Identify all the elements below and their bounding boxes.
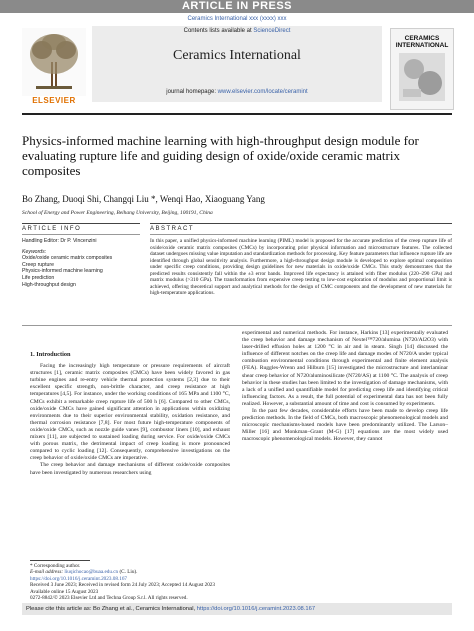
copyright-line: 0272-8842/© 2023 Elsevier Ltd and Techna Group S.r.l. All rights reserved. <box>30 595 188 602</box>
handling-editor: Handling Editor: Dr P. Vincenzini <box>22 238 97 244</box>
journal-homepage-link[interactable]: www.elsevier.com/locate/ceramint <box>217 89 308 95</box>
elsevier-wordmark: ELSEVIER <box>32 96 76 105</box>
email-suffix: (C. Liu). <box>118 569 138 576</box>
abstract-subrule <box>150 234 452 235</box>
intro-paragraph: experimental and numerical methods. For instance, Harkins [13] experimentally evaluated the creep behavior and damage mechanism of Nextel™720/alumina (N720/Al2O3) with laser-drilled effusion holes at 1200 °C in air and in steam. Singh [14] discussed the influence of different notches on the creep life and damage modes of N720/A under typical combustion environmental conditions through experimental and finite element analysis (FEA). Ruggles-Wrenn and Hilburn [15] investigated the microstructure and interlaminar shear creep behavior of N720/aluminosilicate (N720/AS) at 1100 °C. The analysis of creep behavior in these studies has been limited to the investigation of damage mechanisms, with a lack of a unified and quantifiable model for predicting creep life and identifying critical influencing factors. As a result, the full potential of experimental data has not been fully realized. However, a substantial amount of time and cost is consumed by experiments. <box>242 330 448 407</box>
keyword-item: Physics-informed machine learning <box>22 268 103 275</box>
received-dates: Received 3 June 2023; Received in revised form 24 July 2023; Accepted 14 August 2023 <box>30 582 215 589</box>
journal-masthead <box>92 26 382 102</box>
sciencedirect-link[interactable]: ScienceDirect <box>253 28 291 34</box>
citation-doi-link[interactable]: https://doi.org/10.1016/j.ceramint.2023.08.167 <box>196 606 316 612</box>
journal-homepage-line <box>92 89 382 95</box>
article-in-press-banner: ARTICLE IN PRESS <box>0 0 474 13</box>
journal-cover-thumbnail[interactable] <box>390 28 454 110</box>
citation-bar <box>22 603 452 615</box>
journal-reference-link[interactable]: Ceramics International xxx (xxxx) xxx <box>187 16 287 22</box>
cover-art-image <box>399 53 445 101</box>
footnote-block <box>30 563 235 601</box>
corresponding-author-note: * Corresponding author. <box>30 563 81 569</box>
article-info-rule <box>22 223 140 224</box>
footnote-rule <box>30 560 90 561</box>
intro-paragraph: The creep behavior and damage mechanisms of different oxide/oxide composites have been investigated by numerous researchers using <box>30 462 230 476</box>
elsevier-tree-logo <box>22 28 86 102</box>
body-column-left <box>30 351 230 477</box>
journal-title[interactable]: Ceramics International <box>173 48 301 63</box>
intro-paragraph: In the past few decades, considerable efforts have been made to develop creep life prediction methods. In the field of CMCs, both macroscopic phenomenological models and microscopic mechanisms-based models have been predominantly utilized. The Larson–Miller [16] and Monkman–Grant (M-G) [17] equations are the most widely used macroscopic phenomenological models. However, they cannot <box>242 408 448 443</box>
author-email-link[interactable]: liuqichocao@buaa.edu.cn <box>64 569 119 576</box>
body-column-right <box>242 330 448 444</box>
keyword-item: Life prediction <box>22 274 55 281</box>
article-info-subrule <box>22 234 140 235</box>
abstract-text: In this paper, a unified physics-informed machine learning (PIML) model is proposed for the accurate prediction of the creep rupture life of oxide/oxide ceramic matrix composites (CMCs) by incorporating prior physical information and microstructure features. The collected dataset undergoes missing value imputation and standardization methods for processing. Key feature parameters that influence rupture life are identified through global sensitivity analysis. Furthermore, a high-throughput design module is developed to explore optimal composition under specific creep conditions, providing design guidelines for new materials in oxide/oxide CMCs. This study demonstrates that the predicted results consistently fall within the ±3 error bands. Improved life expectancy is attained with fiber modulus (220–290 GPa) and matrix modulus (>310 GPa). The transformation from expensive creep testing to low-cost exploration of modulus and proportional limit is achieved, offering theoretical support and analytical methods for the design of CMC components and the development of new materials for high-temperature applications. <box>150 238 452 296</box>
contents-line <box>92 28 382 34</box>
abstract-rule <box>150 223 452 224</box>
abstract-bottom-rule <box>22 325 452 326</box>
available-online: Available online 15 August 2023 <box>30 588 99 595</box>
author-affiliation: School of Energy and Power Engineering, Beihang University, Beijing, 100191, China <box>22 210 213 216</box>
journal-header <box>22 26 452 110</box>
abstract-heading: ABSTRACT <box>150 226 195 232</box>
author-list: Bo Zhang, Duoqi Shi, Changqi Liu *, Wenqi Hao, Xiaoguang Yang <box>22 194 265 204</box>
homepage-prefix: journal homepage: <box>166 89 218 95</box>
header-divider <box>22 113 452 115</box>
intro-paragraph: Facing the increasingly high temperature or pressure requirements of aircraft structures [1], ceramic matrix composites (CMCs) have been widely favored in gas turbine engines and re-entry vehicle thermal protection systems [2,3] due to their excellent specific strength, non-brittle character, and creep resistance at high temperatures [4,5]. For instance, under the working conditions of 165 MPa and 1100 °C, CMCs exhibit a remarkable creep rupture life of 500 h [6]. Compared to other CMCs, oxide/oxide CMCs have gained significant attention in applications within oxidizing environments due to their superior environmental stability, oxidation resistance, and thermal corrosion resistance [7,8]. For most future high-temperature components of oxide/oxide CMCs, such as nozzle guide vanes [9], combustor liners [10], and exhaust mixers [11], are subjected to sustained loading during service. For oxide/oxide CMCs with porous matrix, the detrimental impact of creep loading is more pronounced compared to cyclic loading [12]. Consequently, comprehensive investigations on the creep behavior of oxide/oxide CMCs are imperative. <box>30 363 230 462</box>
keyword-item: Creep rupture <box>22 261 55 268</box>
keyword-item: High-throughput design <box>22 281 76 288</box>
keyword-item: Oxide/oxide ceramic matrix composites <box>22 255 113 262</box>
email-label: E-mail address: <box>30 569 65 576</box>
introduction-heading: 1. Introduction <box>30 351 71 358</box>
contents-prefix: Contents lists available at <box>183 28 254 34</box>
article-doi-link[interactable]: https://doi.org/10.1016/j.ceramint.2023.08.167 <box>30 575 128 582</box>
article-title: Physics-informed machine learning with high-throughput design module for evaluating rupture life and guiding design of oxide/oxide ceramic matrix composites <box>22 133 419 178</box>
citation-prefix: Please cite this article as: Bo Zhang et al., Ceramics International, <box>26 606 197 612</box>
article-info-heading: ARTICLE INFO <box>22 226 82 232</box>
cover-title: CERAMICS INTERNATIONAL <box>395 35 449 49</box>
keywords-label: Keywords: <box>22 248 47 255</box>
article-info-panel <box>22 238 140 288</box>
